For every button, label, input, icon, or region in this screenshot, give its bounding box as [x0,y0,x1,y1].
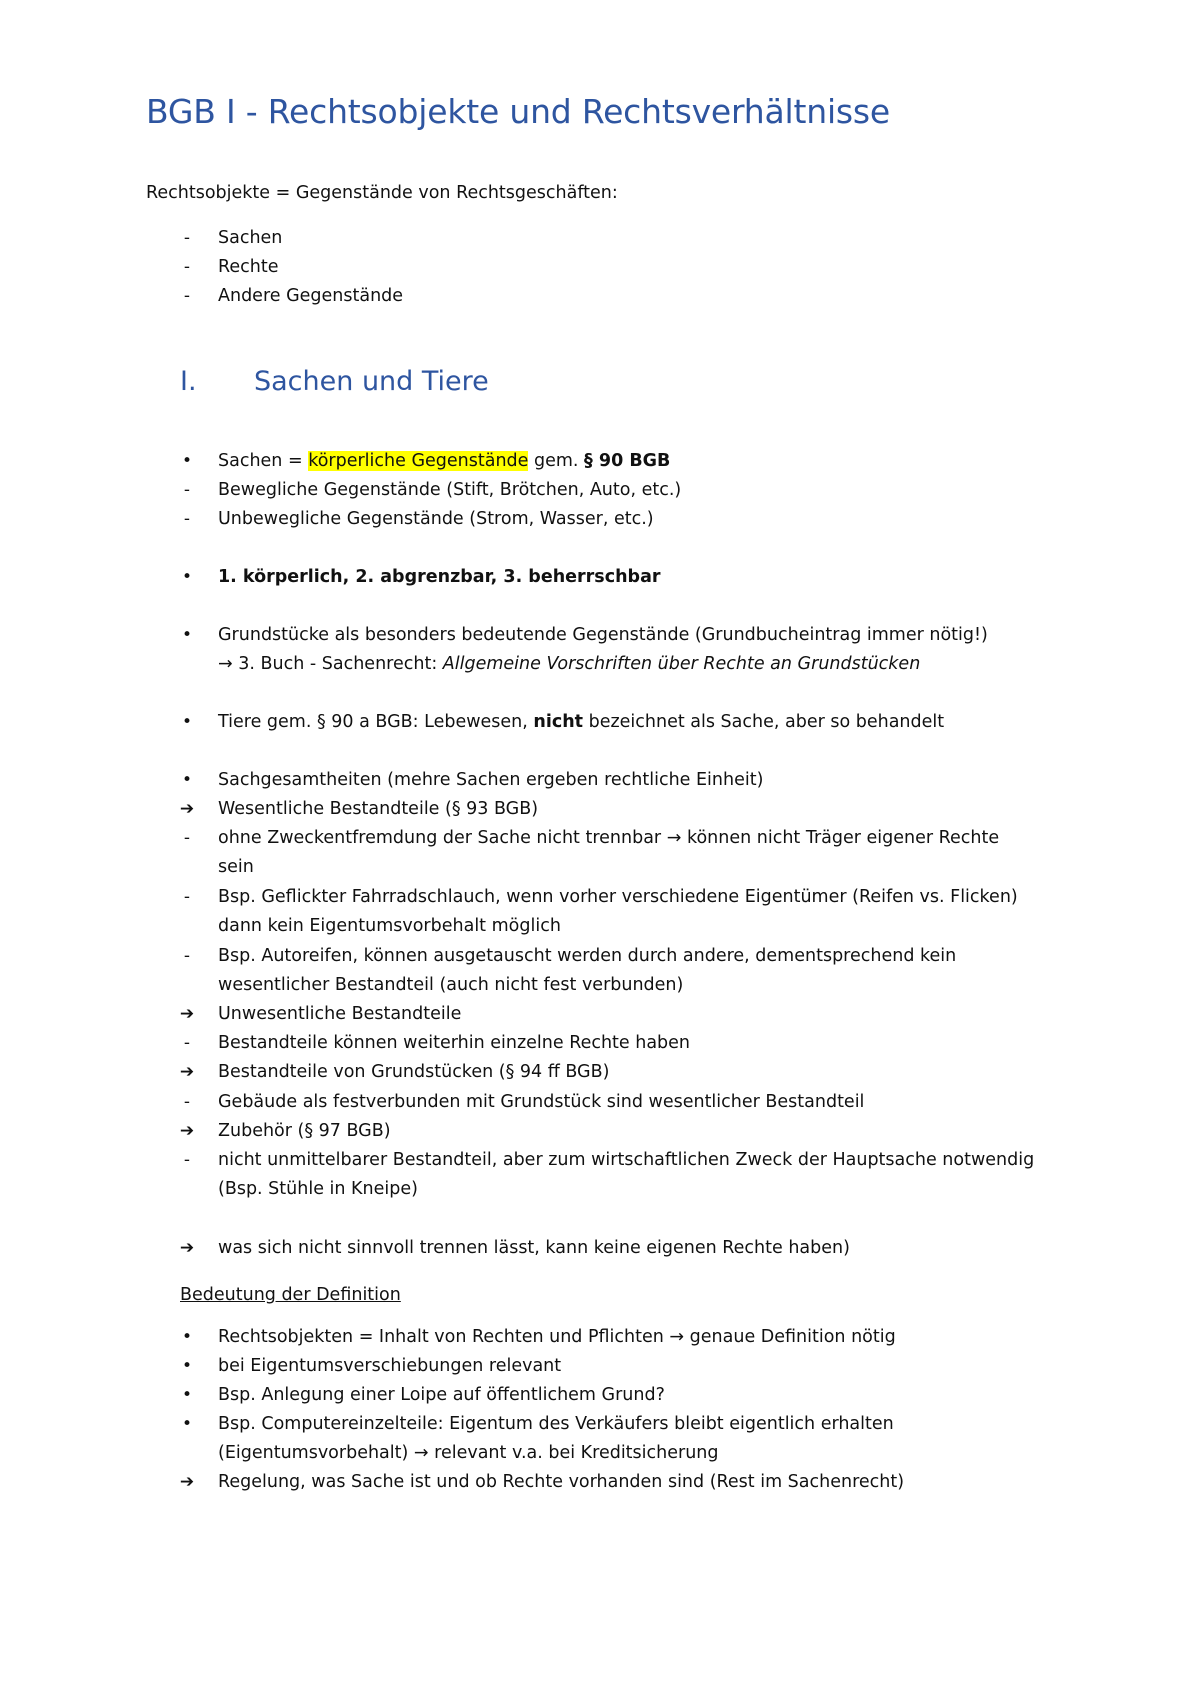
bewegliche-gegenstaende: Bewegliche Gegenstände (Stift, Brötchen, Auto, etc.) [218,480,682,500]
bullet-marker: • [181,1356,193,1376]
arrow-icon: ➔ [179,1238,195,1258]
bullet-marker: • [181,1414,193,1434]
dash-marker: - [183,1150,191,1170]
unwesentliche-bestandteile: Unwesentliche Bestandteile [218,1004,462,1024]
bullet-marker: • [181,1385,193,1405]
wesentlich-detail-1-cont: sein [218,857,254,877]
bedeutung-item-4: Bsp. Computereinzelteile: Eigentum des Verkäufers bleibt eigentlich erhalten [218,1414,894,1434]
dash-marker: - [183,946,191,966]
arrow-icon: ➔ [179,1004,195,1024]
section-title: Sachen und Tiere [254,366,489,397]
dash-marker: - [183,1033,191,1053]
grundstueck-detail: Gebäude als festverbunden mit Grundstück sind wesentlicher Bestandteil [218,1092,865,1112]
wesentlich-detail-3: Bsp. Autoreifen, können ausgetauscht werden durch andere, dementsprechend kein [218,946,957,966]
bedeutung-item-3: Bsp. Anlegung einer Loipe auf öffentlichem Grund? [218,1385,665,1405]
arrow-icon: ➔ [179,1121,195,1141]
wesentlich-detail-2-cont: dann kein Eigentumsvorbehalt möglich [218,916,561,936]
bedeutung-item-2: bei Eigentumsverschiebungen relevant [218,1356,562,1376]
arrow-icon: ➔ [179,799,195,819]
dash-marker: - [183,480,191,500]
grundstuecke-text: Grundstücke als besonders bedeutende Gegenstände (Grundbucheintrag immer nötig!) [218,625,988,645]
paragraph-reference: § 90 BGB [584,451,671,471]
dash-marker: - [183,509,191,529]
bullet-marker: • [181,567,193,587]
dash-marker: - [183,1092,191,1112]
arrow-icon: ➔ [179,1062,195,1082]
document-title: BGB I - Rechtsobjekte und Rechtsverhältnisse [146,92,891,131]
arrow-icon: → [666,828,682,848]
unbewegliche-gegenstaende: Unbewegliche Gegenstände (Strom, Wasser, etc.) [218,509,654,529]
dash-marker: - [183,887,191,907]
section-number: I. [180,366,197,397]
zubehoer-detail-cont: (Bsp. Stühle in Kneipe) [218,1179,418,1199]
arrow-icon: → [413,1443,429,1463]
unwesentlich-detail: Bestandteile können weiterhin einzelne Rechte haben [218,1033,691,1053]
bullet-marker: • [181,712,193,732]
list-item-andere: Andere Gegenstände [218,286,404,306]
tiere-text: Tiere gem. § 90 a BGB: Lebewesen, nicht bezeichnet als Sache, aber so behandelt [218,712,945,732]
list-item-rechte: Rechte [218,257,279,277]
bedeutung-fazit: Regelung, was Sache ist und ob Rechte vorhanden sind (Rest im Sachenrecht) [218,1472,905,1492]
sachenrecht-reference: → 3. Buch - Sachenrecht: Allgemeine Vorschriften über Rechte an Grundstücken [218,654,921,674]
bedeutung-item-4-cont: (Eigentumsvorbehalt) → relevant v.a. bei Kreditsicherung [218,1443,719,1463]
dash-marker: - [183,228,191,248]
sachen-kriterien: 1. körperlich, 2. abgrenzbar, 3. beherrschbar [218,567,661,587]
arrow-icon: → [669,1327,685,1347]
trennung-fazit: was sich nicht sinnvoll trennen lässt, kann keine eigenen Rechte haben) [218,1238,850,1258]
bedeutung-item-1: Rechtsobjekten = Inhalt von Rechten und Pflichten → genaue Definition nötig [218,1327,896,1347]
highlighted-term: körperliche Gegenstände [308,451,529,471]
list-item-sachen: Sachen [218,228,283,248]
sachen-definition: Sachen = körperliche Gegenstände gem. § 90 BGB [218,451,671,471]
bullet-marker: • [181,770,193,790]
dash-marker: - [183,286,191,306]
bullet-marker: • [181,1327,193,1347]
arrow-icon: ➔ [179,1472,195,1492]
bedeutung-heading: Bedeutung der Definition [180,1285,401,1305]
grundstueck-bestandteile: Bestandteile von Grundstücken (§ 94 ff BGB) [218,1062,610,1082]
zubehoer-detail: nicht unmittelbarer Bestandteil, aber zum wirtschaftlichen Zweck der Hauptsache notwendig [218,1150,1035,1170]
bullet-marker: • [181,451,193,471]
intro-text: Rechtsobjekte = Gegenstände von Rechtsgeschäften: [146,183,618,203]
zubehoer: Zubehör (§ 97 BGB) [218,1121,391,1141]
wesentliche-bestandteile: Wesentliche Bestandteile (§ 93 BGB) [218,799,539,819]
bullet-marker: • [181,625,193,645]
wesentlich-detail-3-cont: wesentlicher Bestandteil (auch nicht fest verbunden) [218,975,684,995]
dash-marker: - [183,257,191,277]
arrow-icon: → [218,654,233,674]
dash-marker: - [183,828,191,848]
wesentlich-detail-2: Bsp. Geflickter Fahrradschlauch, wenn vorher verschiedene Eigentümer (Reifen vs. Flicken) [218,887,1018,907]
wesentlich-detail-1: ohne Zweckentfremdung der Sache nicht trennbar → können nicht Träger eigener Rechte [218,828,1000,848]
sachgesamtheiten-text: Sachgesamtheiten (mehre Sachen ergeben rechtliche Einheit) [218,770,764,790]
